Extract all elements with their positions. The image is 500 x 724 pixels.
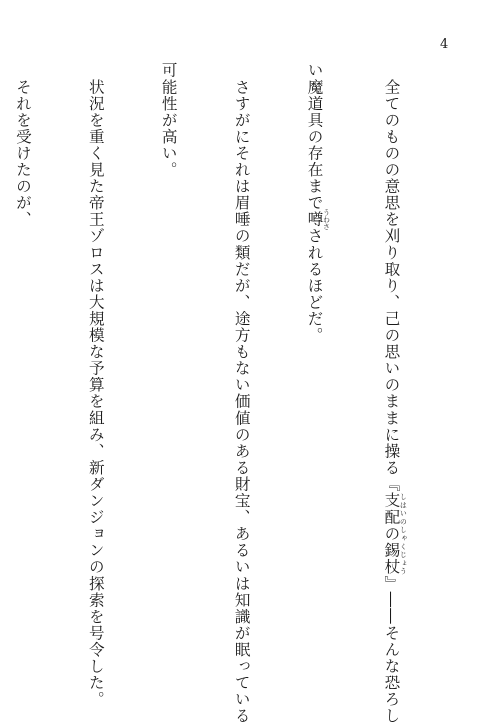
- ruby-shihai-no-shakujo: 支配の錫杖 しはいのしゃくじょう: [382, 492, 408, 576]
- text-line-1: 全てのものの意思を刈り取り、己の思いのままに操る『支配の錫杖 しはいのしゃくじょう』――そんな恐ろし: [382, 62, 408, 724]
- text-line-6: それを受けたのが、: [13, 62, 32, 228]
- ruby-uwasa: 噂 うわさ: [305, 208, 331, 230]
- vertical-text-body: [0, 62, 456, 724]
- text-line-4: 可能性が高い。: [159, 62, 178, 178]
- page-number: 4: [440, 37, 449, 52]
- text-line-3: さすがにそれは眉唾の類だが、途方もない価値のある財宝、あるいは知識が眠っている: [232, 62, 251, 724]
- text-line-2: い魔道具の存在まで噂 うわさされるほどだ。: [305, 62, 331, 344]
- text-line-5: 状況を重く見た帝王ゾロスは大規模な予算を組み、新ダンジョンの探索を号令した。: [86, 62, 105, 708]
